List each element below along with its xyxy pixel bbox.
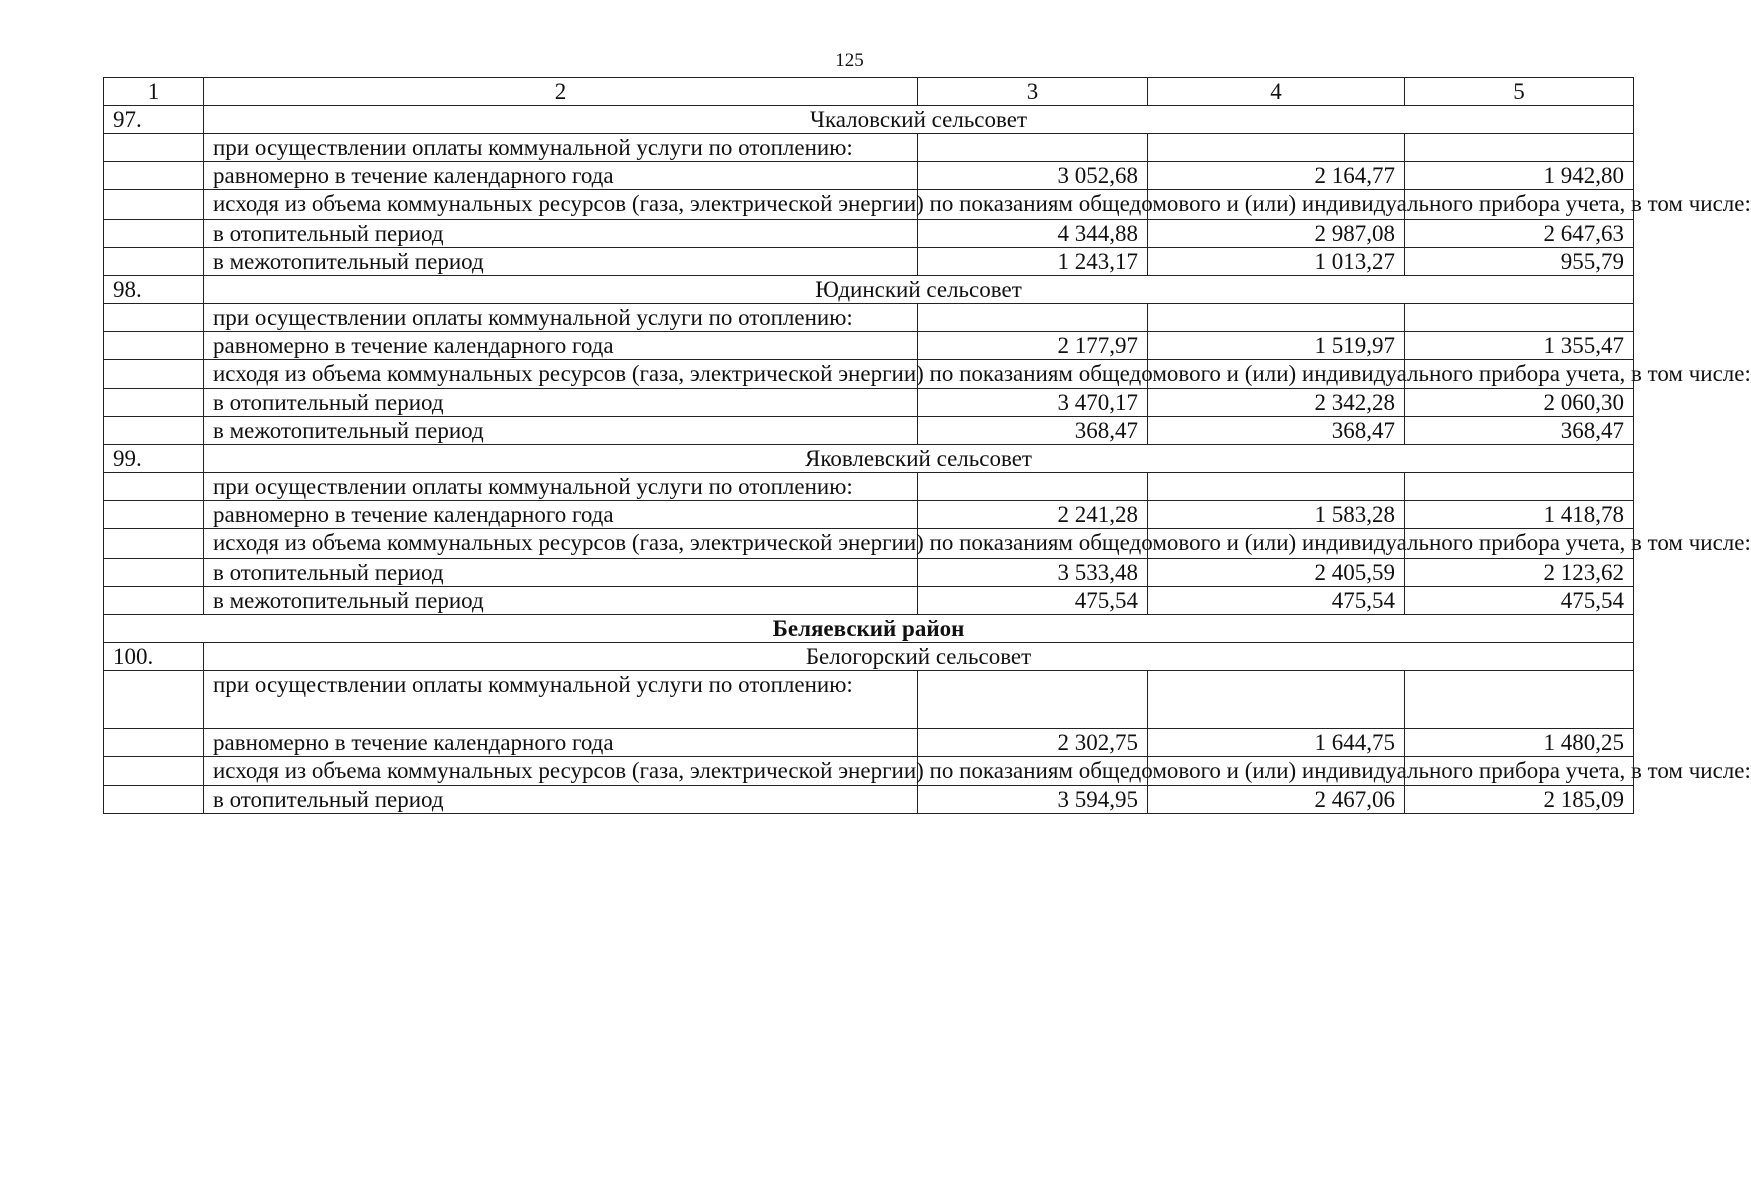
table-row [104,756,1634,786]
value-cell: 2 647,63 [1405,219,1634,247]
table-row [104,728,1634,756]
row-label: при осуществлении оплаты коммунальной услуги по отоплению: [204,670,918,728]
value-cell: 2 185,09 [1405,786,1634,814]
value-cell: 1 583,28 [1148,501,1405,529]
row-label: при осуществлении оплаты коммунальной услуги по отоплению: [204,473,918,501]
value-cell: 1 519,97 [1148,331,1405,359]
row-label: в межотопительный период [204,417,918,445]
section-number: 97. [104,106,204,134]
table-row [104,190,1634,220]
value-cell: 3 594,95 [918,786,1148,814]
section-name: Чкаловский сельсовет [204,106,1634,134]
value-cell: 2 342,28 [1148,389,1405,417]
section-title-row [104,642,1634,670]
table-row [104,586,1634,614]
section-number: 98. [104,275,204,303]
row-label: при осуществлении оплаты коммунальной услуги по отоплению: [204,134,918,162]
table-row [104,331,1634,359]
row-label: в межотопительный период [204,586,918,614]
value-cell: 2 467,06 [1148,786,1405,814]
value-cell: 368,47 [1405,417,1634,445]
section-name: Юдинский сельсовет [204,275,1634,303]
column-header: 5 [1405,78,1634,106]
table-row [104,359,1634,389]
column-header: 1 [104,78,204,106]
tariff-table [103,77,1751,814]
value-cell: 955,79 [1405,247,1634,275]
value-cell: 4 344,88 [918,219,1148,247]
value-cell: 3 533,48 [918,558,1148,586]
value-cell: 475,54 [1148,586,1405,614]
row-label: в межотопительный период [204,247,918,275]
value-cell: 1 942,80 [1405,162,1634,190]
section-number: 100. [104,642,204,670]
value-cell: 1 480,25 [1405,728,1634,756]
section-title-row [104,445,1634,473]
row-label: в отопительный период [204,558,918,586]
table-row [104,670,1634,728]
value-cell: 2 241,28 [918,501,1148,529]
table-row [104,247,1634,275]
value-cell: 2 987,08 [1148,219,1405,247]
column-header: 2 [204,78,918,106]
row-label: исходя из объема коммунальных ресурсов (газа, электрической энергии) по показаниям общедомового и (или) индивидуального прибора учета, в том числе: [204,756,918,786]
table-row [104,303,1634,331]
table-row [104,473,1634,501]
value-cell: 1 644,75 [1148,728,1405,756]
row-label: равномерно в течение календарного года [204,728,918,756]
row-label: исходя из объема коммунальных ресурсов (газа, электрической энергии) по показаниям общедомового и (или) индивидуального прибора учета, в том числе: [204,359,918,389]
section-name: Белогорский сельсовет [204,642,1634,670]
row-label: исходя из объема коммунальных ресурсов (газа, электрической энергии) по показаниям общедомового и (или) индивидуального прибора учета, в том числе: [204,529,918,559]
row-label: в отопительный период [204,786,918,814]
table-row [104,501,1634,529]
value-cell: 2 405,59 [1148,558,1405,586]
section-title-row [104,275,1634,303]
table-row [104,219,1634,247]
row-label: при осуществлении оплаты коммунальной услуги по отоплению: [204,303,918,331]
column-header: 3 [918,78,1148,106]
value-cell: 3 052,68 [918,162,1148,190]
table-row [104,529,1634,559]
value-cell: 2 123,62 [1405,558,1634,586]
district-name: Беляевский район [104,614,1634,642]
value-cell: 475,54 [1405,586,1634,614]
column-header: 4 [1148,78,1405,106]
value-cell: 2 177,97 [918,331,1148,359]
table-row [104,389,1634,417]
section-number: 99. [104,445,204,473]
table-row [104,134,1634,162]
value-cell: 1 243,17 [918,247,1148,275]
value-cell: 2 302,75 [918,728,1148,756]
table-row [104,558,1634,586]
district-row [104,614,1634,642]
row-label: равномерно в течение календарного года [204,162,918,190]
value-cell: 2 060,30 [1405,389,1634,417]
section-name: Яковлевский сельсовет [204,445,1634,473]
value-cell: 1 355,47 [1405,331,1634,359]
row-label: в отопительный период [204,219,918,247]
value-cell: 1 013,27 [1148,247,1405,275]
value-cell: 3 470,17 [918,389,1148,417]
row-label: равномерно в течение календарного года [204,501,918,529]
value-cell: 1 418,78 [1405,501,1634,529]
table-row [104,786,1634,814]
value-cell: 2 164,77 [1148,162,1405,190]
value-cell: 368,47 [918,417,1148,445]
section-title-row [104,106,1634,134]
table-row [104,417,1634,445]
row-label: равномерно в течение календарного года [204,331,918,359]
table-row [104,162,1634,190]
value-cell: 475,54 [918,586,1148,614]
row-label: исходя из объема коммунальных ресурсов (газа, электрической энергии) по показаниям общедомового и (или) индивидуального прибора учета, в том числе: [204,190,918,220]
value-cell: 368,47 [1148,417,1405,445]
table-header-row [104,78,1634,106]
row-label: в отопительный период [204,389,918,417]
page-number: 125 [835,50,864,71]
